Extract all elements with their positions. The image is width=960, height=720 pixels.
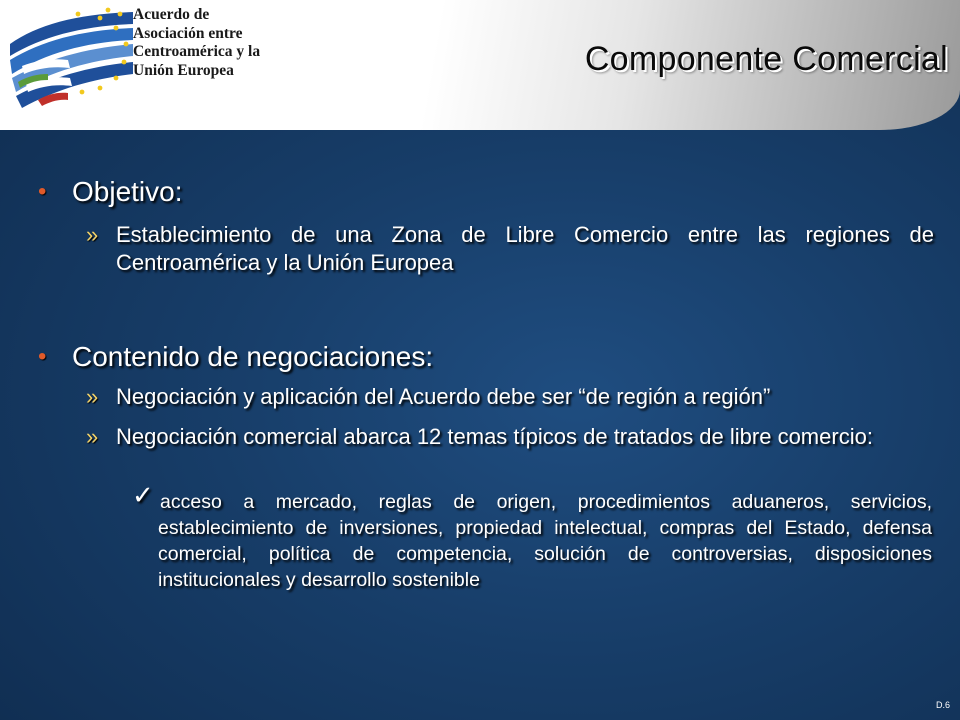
raquo-icon: » <box>86 424 99 449</box>
check-icon: ✓ <box>132 480 154 510</box>
slide-title: Componente Comercial <box>584 40 948 78</box>
logo-line-4: Unión Europea <box>133 61 234 79</box>
logo-line-2: Asociación entre <box>133 24 243 42</box>
bullet-icon: • <box>38 343 47 370</box>
raquo-icon: » <box>86 384 99 409</box>
content-item-1: Negociación y aplicación del Acuerdo debe ser “de región a región” <box>116 384 771 409</box>
section-heading-contenido: Contenido de negociaciones: <box>72 341 434 372</box>
logo-line-1: Acuerdo de <box>133 6 210 23</box>
bullet-icon: • <box>38 178 47 205</box>
logo-line-3: Centroamérica y la <box>133 43 261 60</box>
raquo-icon: » <box>86 222 99 247</box>
slide-number: D.6 <box>935 700 950 710</box>
section-heading-objetivo: Objetivo: <box>72 176 183 207</box>
objective-item: Establecimiento de una Zona de Libre Comercio entre las regiones de Centroamérica y la Unión Europea <box>116 222 934 275</box>
content-item-2: Negociación comercial abarca 12 temas típicos de tratados de libre comercio: <box>116 424 873 449</box>
topics-list: acceso a mercado, reglas de origen, procedimientos aduaneros, servicios, establecimiento de inversiones, propiedad intelectual, compras del Estado, defensa comercial, política de competencia, solución de controversias, disposiciones institucionales y desarrollo sostenible <box>158 491 932 591</box>
